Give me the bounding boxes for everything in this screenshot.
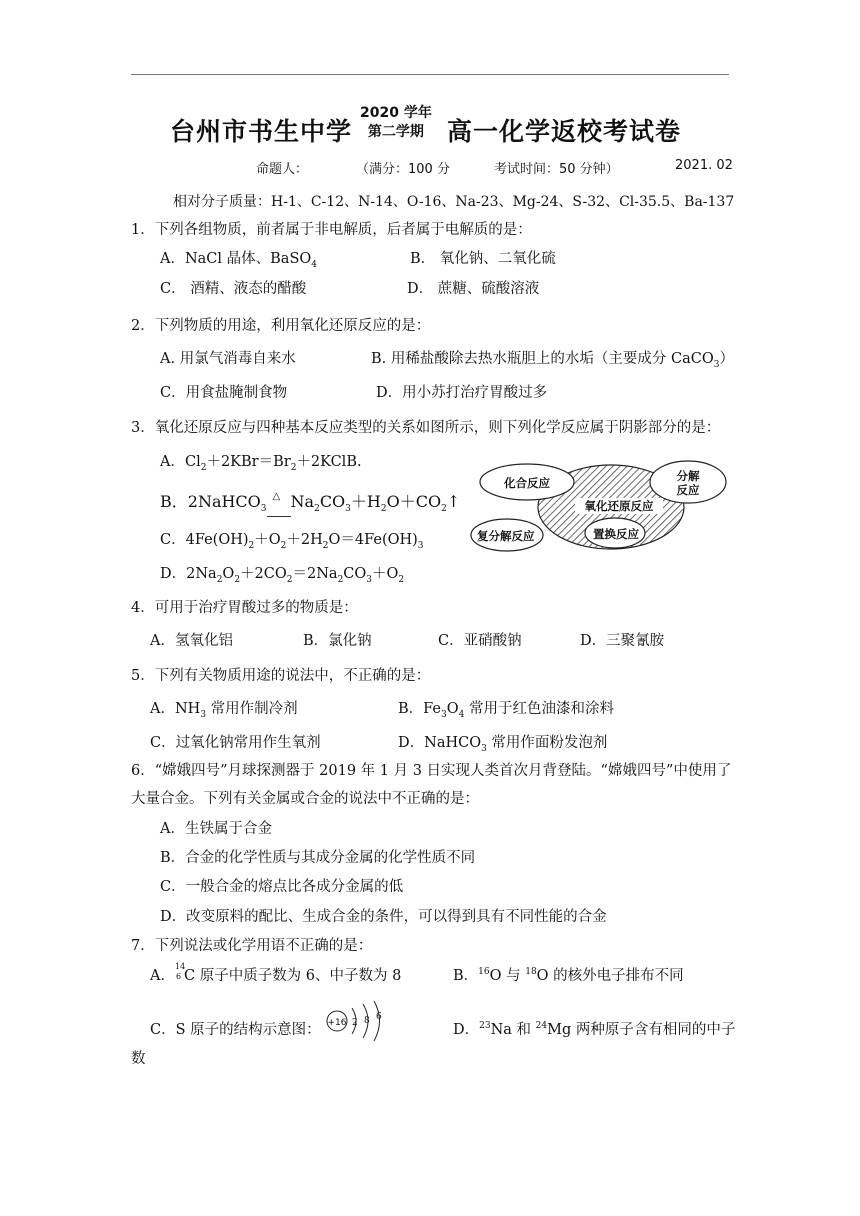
label-redox: 氧化还原反应 [584, 499, 654, 513]
q6-option-c: C．一般合金的熔点比各成分金属的低 [160, 879, 404, 895]
shell-1-electrons: 2 [352, 1018, 358, 1028]
q3-stem: 3．氧化还原反应与四种基本反应类型的关系如图所示，则下列化学反应属于阴影部分的是： [131, 420, 721, 436]
q5-option-c: C．过氧化钠常用作生氧剂 [150, 735, 321, 751]
shell-3-electrons: 6 [376, 1012, 382, 1022]
q4-stem: 4．可用于治疗胃酸过多的物质是： [131, 600, 358, 616]
q6-option-b: B．合金的化学性质与其成分金属的化学性质不同 [160, 850, 476, 866]
q3-option-b: B．2NaHCO$_3$ △ $Na_2CO_3+H_2O+CO_2↑$ [160, 489, 460, 512]
q7-option-a: A． 14 6 C 原子中质子数为 6、中子数为 8 [150, 962, 402, 984]
school-year [360, 104, 432, 142]
q2-stem: 2．下列物质的用途，利用氧化还原反应的是： [131, 318, 431, 334]
q1-option-c: C． 酒精、液态的醋酸 [160, 281, 307, 297]
nucleus-charge: +16 [327, 1018, 347, 1028]
q4-option-a: A．氢氧化铝 [150, 633, 233, 649]
q1-stem: 1．下列各组物质，前者属于非电解质，后者属于电解质的是： [131, 222, 532, 238]
q7-option-d: D．$^{23}$Na 和 $^{24}$Mg 两种原子含有相同的中子 [453, 1021, 736, 1038]
label-double-decomposition: 复分解反应 [477, 529, 535, 543]
q3-option-a: A．$Cl_2+2KBr=Br_2+2KClB$. [160, 454, 362, 473]
q7-stem: 7．下列说法或化学用语不正确的是： [131, 938, 373, 954]
q4-option-c: C．亚硝酸钠 [438, 633, 522, 649]
label-combination: 化合反应 [504, 476, 550, 490]
label-decomposition-2: 反应 [676, 483, 700, 497]
exam-title: 高一化学返校考试卷 [447, 117, 682, 146]
q6-stem-line2: 大量合金。下列有关金属或合金的说法中不正确的是： [131, 791, 479, 807]
q1-option-b: B． 氧化钠、二氧化硫 [410, 251, 556, 267]
exam-time: 考试时间：50 分钟） [494, 162, 619, 177]
q5-option-a: A．$NH_3$ 常用作制冷剂 [150, 701, 298, 720]
q2-option-d: D．用小苏打治疗胃酸过多 [376, 385, 548, 401]
q6-option-d: D．改变原料的配比、生成合金的条件，可以得到具有不同性能的合金 [160, 909, 607, 925]
q3-option-d: D．$2Na_2O_2+2CO_2=2Na_2CO_3+O_2$ [160, 566, 405, 585]
q6-stem-line1: 6．“嫦娥四号”月球探测器于 2019 年 1 月 3 日实现人类首次月背登陆。“嫦娥四号”中使用了 [131, 763, 732, 779]
q1-option-a: A．NaCl 晶体、BaSO$_4$ [160, 251, 317, 270]
q7-option-c: C．S 原子的结构示意图： [150, 1022, 321, 1038]
sulfur-atom-structure [322, 1000, 388, 1044]
heat-triangle: △ [272, 491, 281, 502]
exam-date: 2021. 02 [675, 158, 733, 173]
q7-option-d-wrap: 数 [131, 1051, 146, 1067]
q4-option-b: B．氯化钠 [303, 633, 372, 649]
reaction-type-diagram [468, 455, 734, 565]
q5-option-b: B．$Fe_3O_4$ 常用于红色油漆和涂料 [398, 701, 614, 720]
exam-author: 命题人： [256, 162, 309, 177]
header-rule [131, 74, 729, 75]
school-year-top: 2020 学年 [360, 105, 432, 121]
shell-2-electrons: 8 [364, 1016, 370, 1026]
q4-option-d: D．三聚氰胺 [580, 633, 665, 649]
school-term: 第二学期 [367, 124, 424, 140]
q2-option-b: B. 用稀盐酸除去热水瓶胆上的水垢（主要成分 CaCO$_3$） [371, 351, 734, 370]
q2-option-c: C．用食盐腌制食物 [160, 385, 288, 401]
school-name: 台州市书生中学 [170, 117, 353, 146]
q5-stem: 5．下列有关物质用途的说法中，不正确的是： [131, 668, 431, 684]
label-replacement: 置换反应 [593, 527, 639, 541]
q5-option-d: D．NaHCO$_3$ 常用作面粉发泡剂 [398, 735, 608, 754]
q1-option-d: D． 蔗糖、硫酸溶液 [407, 281, 540, 297]
exam-score: （满分：100 分 [356, 162, 450, 177]
atomic-masses: 相对分子质量：H-1、C-12、N-14、O-16、Na-23、Mg-24、S-32、Cl-35.5、Ba-137 [173, 194, 735, 210]
q6-option-a: A．生铁属于合金 [160, 821, 272, 837]
q3-option-c: C．$4Fe(OH)_2+O_2+2H_2O=4Fe(OH)_3$ [160, 532, 424, 551]
q2-option-a: A. 用氯气消毒自来水 [160, 351, 296, 367]
q7-option-b: B．$^{16}$O 与 $^{18}$O 的核外电子排布不同 [453, 967, 684, 984]
label-decomposition-1: 分解 [676, 469, 700, 483]
